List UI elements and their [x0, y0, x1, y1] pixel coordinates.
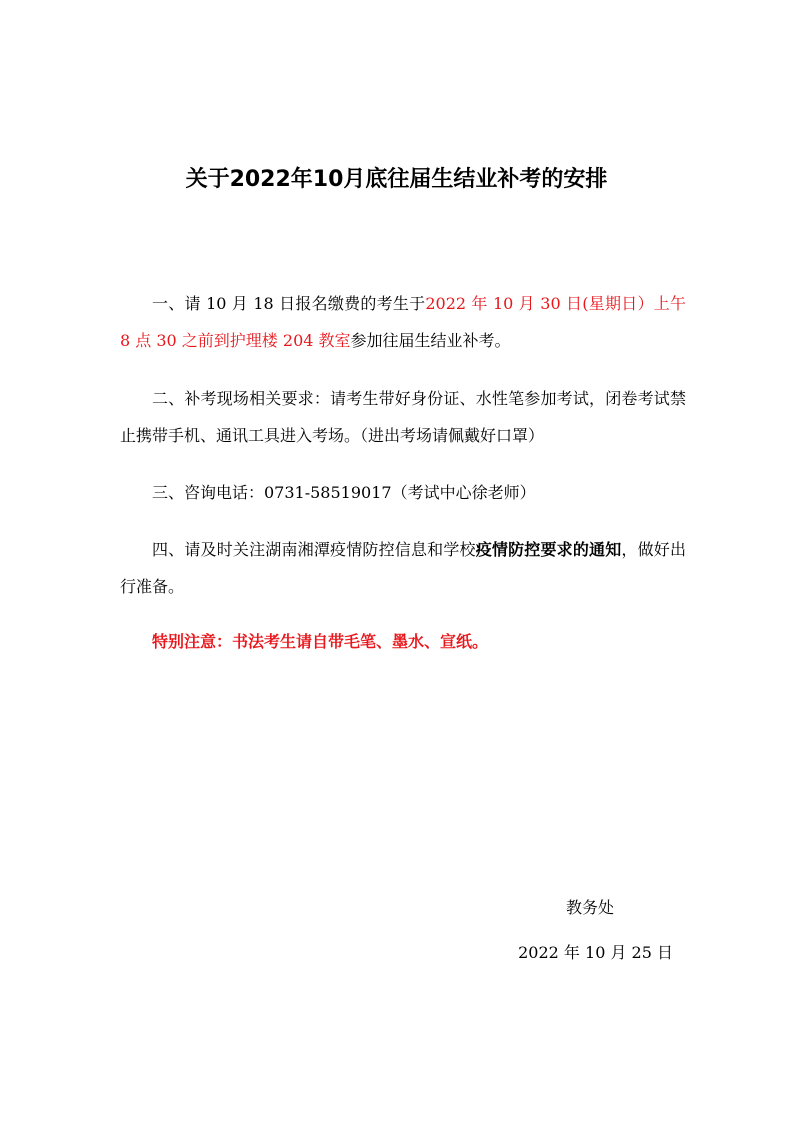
- document-title: 关于2022年10月底往届生结业补考的安排: [185, 167, 608, 192]
- paragraph-contact: 三、咨询电话：0731-58519017（考试中心徐老师）: [152, 483, 536, 502]
- paragraph-exam-time-suffix: 参加往届生结业补考。: [350, 331, 511, 350]
- document-body: [120, 285, 686, 682]
- paragraph-exam-time-prefix: 一、请 10 月 18 日报名缴费的考生于: [152, 294, 426, 313]
- epidemic-notice-bold: 疫情防控要求的通知: [475, 540, 622, 559]
- paragraph-epidemic: [120, 531, 686, 605]
- paragraph-requirements: 二、补考现场相关要求：请考生带好身份证、水性笔参加考试，闭卷考试禁止携带手机、通讯工具进入考场。（进出考场请佩戴好口罩）: [120, 389, 686, 445]
- special-notice: 特别注意：书法考生请自带毛笔、墨水、宣纸。: [152, 632, 489, 651]
- exam-time-location-highlight: 2022 年 10 月 30 日(星期日）上午 8 点 30 之前到护理楼 204 教室: [120, 294, 686, 350]
- paragraph-epidemic-prefix: 四、请及时关注湖南湘潭疫情防控信息和学校: [152, 540, 476, 559]
- signature-office: 教务处: [566, 898, 615, 917]
- paragraph-exam-time: [120, 285, 686, 359]
- paragraph-epidemic-suffix: ，做好出行准备。: [120, 540, 686, 596]
- signature-date: 2022 年 10 月 25 日: [518, 943, 673, 962]
